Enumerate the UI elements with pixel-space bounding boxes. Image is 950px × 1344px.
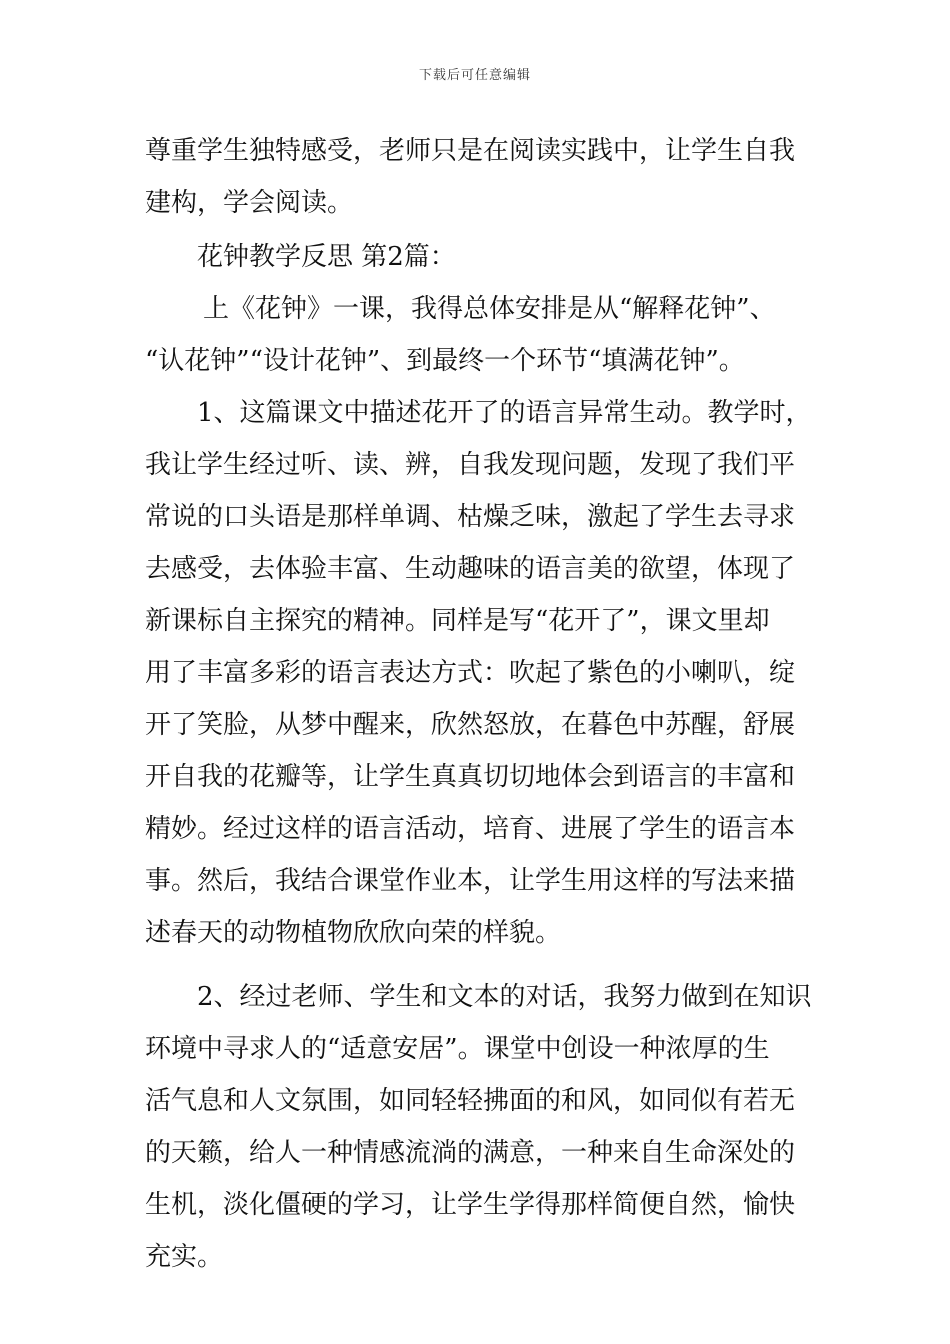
text-line: 精妙。经过这样的语言活动，培育、进展了学生的语言本 [145, 814, 796, 844]
text-line: “认花钟”“设计花钟”、到最终一个环节“填满花钟”。 [145, 346, 745, 376]
text-line: 1、这篇课文中描述花开了的语言异常生动。教学时， [197, 398, 812, 428]
text-line: 充实。 [145, 1242, 224, 1272]
paragraph-1 [145, 125, 809, 229]
text-line: 常说的口头语是那样单调、枯燥乏味，激起了学生去寻求 [145, 502, 796, 532]
paragraph-3 [145, 387, 812, 959]
text-line: 建构，学会阅读。 [145, 188, 354, 218]
paragraph-gap [145, 959, 809, 971]
page-header: 下载后可任意编辑 [418, 68, 531, 83]
text-line: 开了笑脸，从梦中醒来，欣然怒放，在暮色中苏醒，舒展 [145, 710, 796, 740]
paragraph-2 [145, 283, 809, 387]
text-line: 事。然后，我结合课堂作业本，让学生用这样的写法来描 [145, 866, 796, 896]
text-line: 环境中寻求人的“适意安居”。课堂中创设一种浓厚的生 [145, 1034, 770, 1064]
text-line: 的天籁，给人一种情感流淌的满意，一种来自生命深处的 [145, 1138, 796, 1168]
text-line: 去感受，去体验丰富、生动趣味的语言美的欲望，体现了 [145, 554, 796, 584]
text-line: 2、经过老师、学生和文本的对话，我努力做到在知识 [197, 982, 812, 1012]
section-heading: 花钟教学反思 第2篇： [197, 242, 456, 272]
text-line: 尊重学生独特感受，老师只是在阅读实践中，让学生自我 [145, 136, 796, 166]
text-line: 开自我的花瓣等，让学生真真切切地体会到语言的丰富和 [145, 762, 796, 792]
text-line: 述春天的动物植物欣欣向荣的样貌。 [145, 918, 562, 948]
document-body [145, 125, 812, 1283]
text-line: 活气息和人文氛围，如同轻轻拂面的和风，如同似有若无 [145, 1086, 796, 1116]
text-line: 生机，淡化僵硬的学习，让学生学得那样简便自然，愉快 [145, 1190, 796, 1220]
text-line: 我让学生经过听、读、辨，自我发现问题，发现了我们平 [145, 450, 796, 480]
text-line: 用了丰富多彩的语言表达方式：吹起了紫色的小喇叭，绽 [145, 658, 796, 688]
text-line: 新课标自主探究的精神。同样是写“花开了”，课文里却 [145, 606, 770, 636]
text-line: 上《花钟》一课，我得总体安排是从“解释花钟”、 [203, 294, 776, 324]
paragraph-4 [145, 971, 812, 1283]
